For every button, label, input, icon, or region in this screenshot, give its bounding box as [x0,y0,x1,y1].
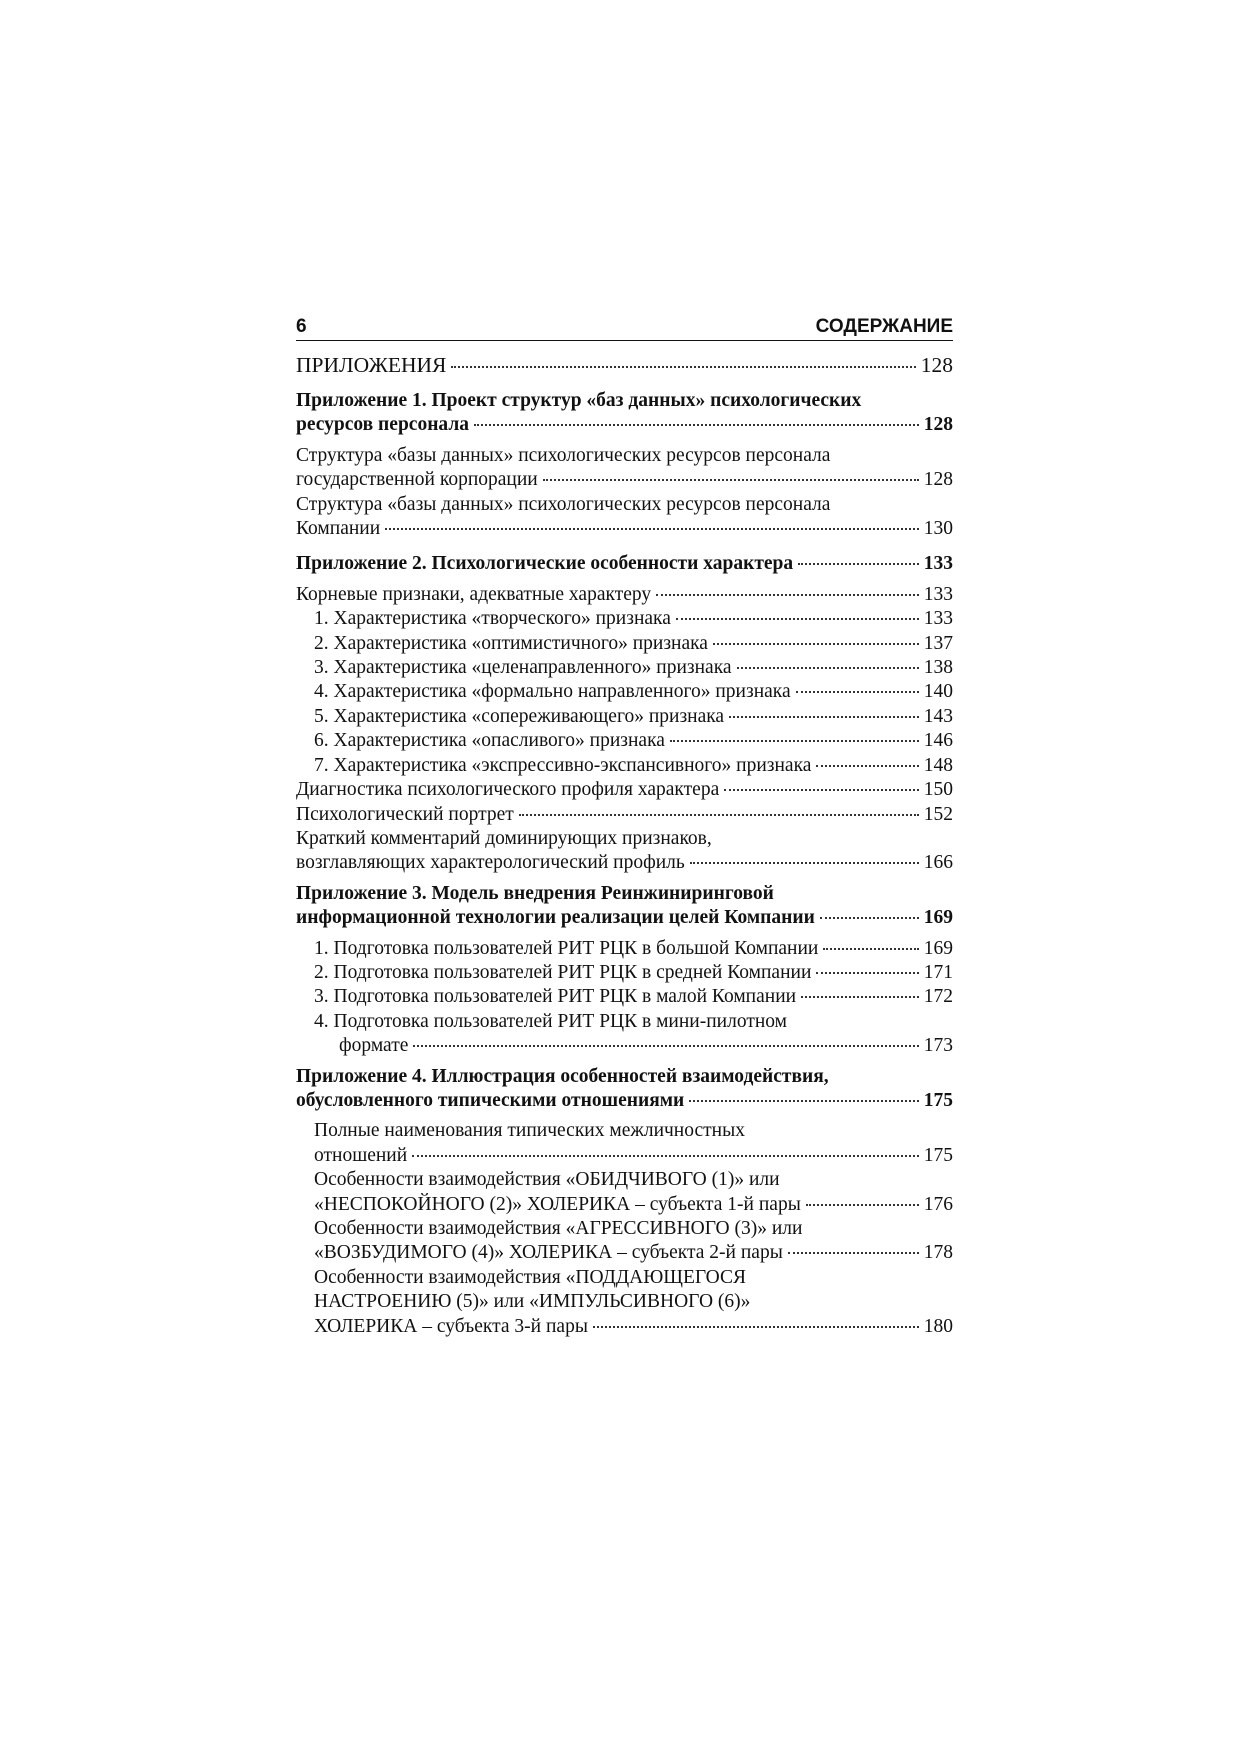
toc-entry-pair-2[interactable]: Особенности взаимодействия «АГРЕССИВНОГО (3)» или «ВОЗБУДИМОГО (4)» ХОЛЕРИКА – субъекта 2-й пары 178 [314,1218,953,1264]
toc-entry-portrait[interactable]: Психологический портрет 152 [296,803,953,825]
page-ref: 128 [923,469,953,491]
toc-entry-appendices[interactable]: ПРИЛОЖЕНИЯ 128 [296,353,953,377]
toc-entry-root-features[interactable]: Корневые признаки, адекватные характеру 133 [296,583,953,607]
toc-entry-pair-1[interactable]: Особенности взаимодействия «ОБИДЧИВОГО (1)» или «НЕСПОКОЙНОГО (2)» ХОЛЕРИКА – субъекта 1-й пары 176 [314,1169,953,1215]
toc-entry-training-pilot[interactable]: 4. Подготовка пользователей РИТ РЦК в мини-пилотном формате 173 [314,1010,953,1057]
toc-entry-appendix-3[interactable]: Приложение 3. Модель внедрения Реинжиниринговой информационной технологии реализации целей Компании 169 [296,882,953,929]
toc-entry-appendix-2[interactable]: Приложение 2. Психологические особенности характера 133 [296,552,953,576]
toc-entry-appendix-1[interactable]: Приложение 1. Проект структур «баз данных» психологических ресурсов персонала 128 [296,389,953,438]
page-ref: 133 [923,583,953,605]
toc-entry-training-small[interactable]: 3. Подготовка пользователей РИТ РЦК в малой Компании 172 [314,986,953,1008]
toc-entry-feature-2[interactable]: 2. Характеристика «оптимистичного» признака 137 [314,632,953,654]
toc-entry-pair-3[interactable]: Особенности взаимодействия «ПОДДАЮЩЕГОСЯ НАСТРОЕНИЮ (5)» или «ИМПУЛЬСИВНОГО (6)» ХОЛЕРИКА – субъекта 3-й пары 180 [314,1266,953,1337]
toc-entry-feature-7[interactable]: 7. Характеристика «экспрессивно-экспансивного» признака 148 [314,754,953,776]
page-title: СОДЕРЖАНИЕ [815,316,953,337]
toc-entry-feature-6[interactable]: 6. Характеристика «опасливого» признака 146 [314,730,953,752]
toc-entry-feature-3[interactable]: 3. Характеристика «целенаправленного» признака 138 [314,657,953,679]
toc-entry-comment[interactable]: Краткий комментарий доминирующих признаков, возглавляющих характерологический профиль 166 [296,827,953,874]
toc-entry-full-names[interactable]: Полные наименования типических межличностных отношений 175 [314,1120,953,1166]
page-ref: 130 [923,518,953,540]
toc-entry-structure-company[interactable]: Структура «базы данных» психологических ресурсов персонала Компании 130 [296,493,953,542]
table-of-contents [296,352,953,1339]
toc-entry-training-large[interactable]: 1. Подготовка пользователей РИТ РЦК в большой Компании 169 [314,937,953,959]
page-ref: 128 [923,414,953,436]
toc-entry-structure-state[interactable]: Структура «базы данных» психологических ресурсов персонала государственной корпорации 128 [296,444,953,493]
page [296,316,953,1339]
toc-entry-training-medium[interactable]: 2. Подготовка пользователей РИТ РЦК в средней Компании 171 [314,961,953,983]
toc-entry-diagnostics[interactable]: Диагностика психологического профиля характера 150 [296,779,953,801]
toc-entry-feature-4[interactable]: 4. Характеристика «формально направленного» признака 140 [314,681,953,703]
page-number: 6 [296,316,307,337]
toc-entry-feature-5[interactable]: 5. Характеристика «сопереживающего» признака 143 [314,705,953,727]
running-header [296,316,953,341]
page-ref: 128 [920,353,953,377]
toc-entry-feature-1[interactable]: 1. Характеристика «творческого» признака 133 [314,608,953,630]
toc-entry-appendix-4[interactable]: Приложение 4. Иллюстрация особенностей взаимодействия, обусловленного типическими отношениями 175 [296,1065,953,1111]
page-ref: 133 [923,553,953,575]
